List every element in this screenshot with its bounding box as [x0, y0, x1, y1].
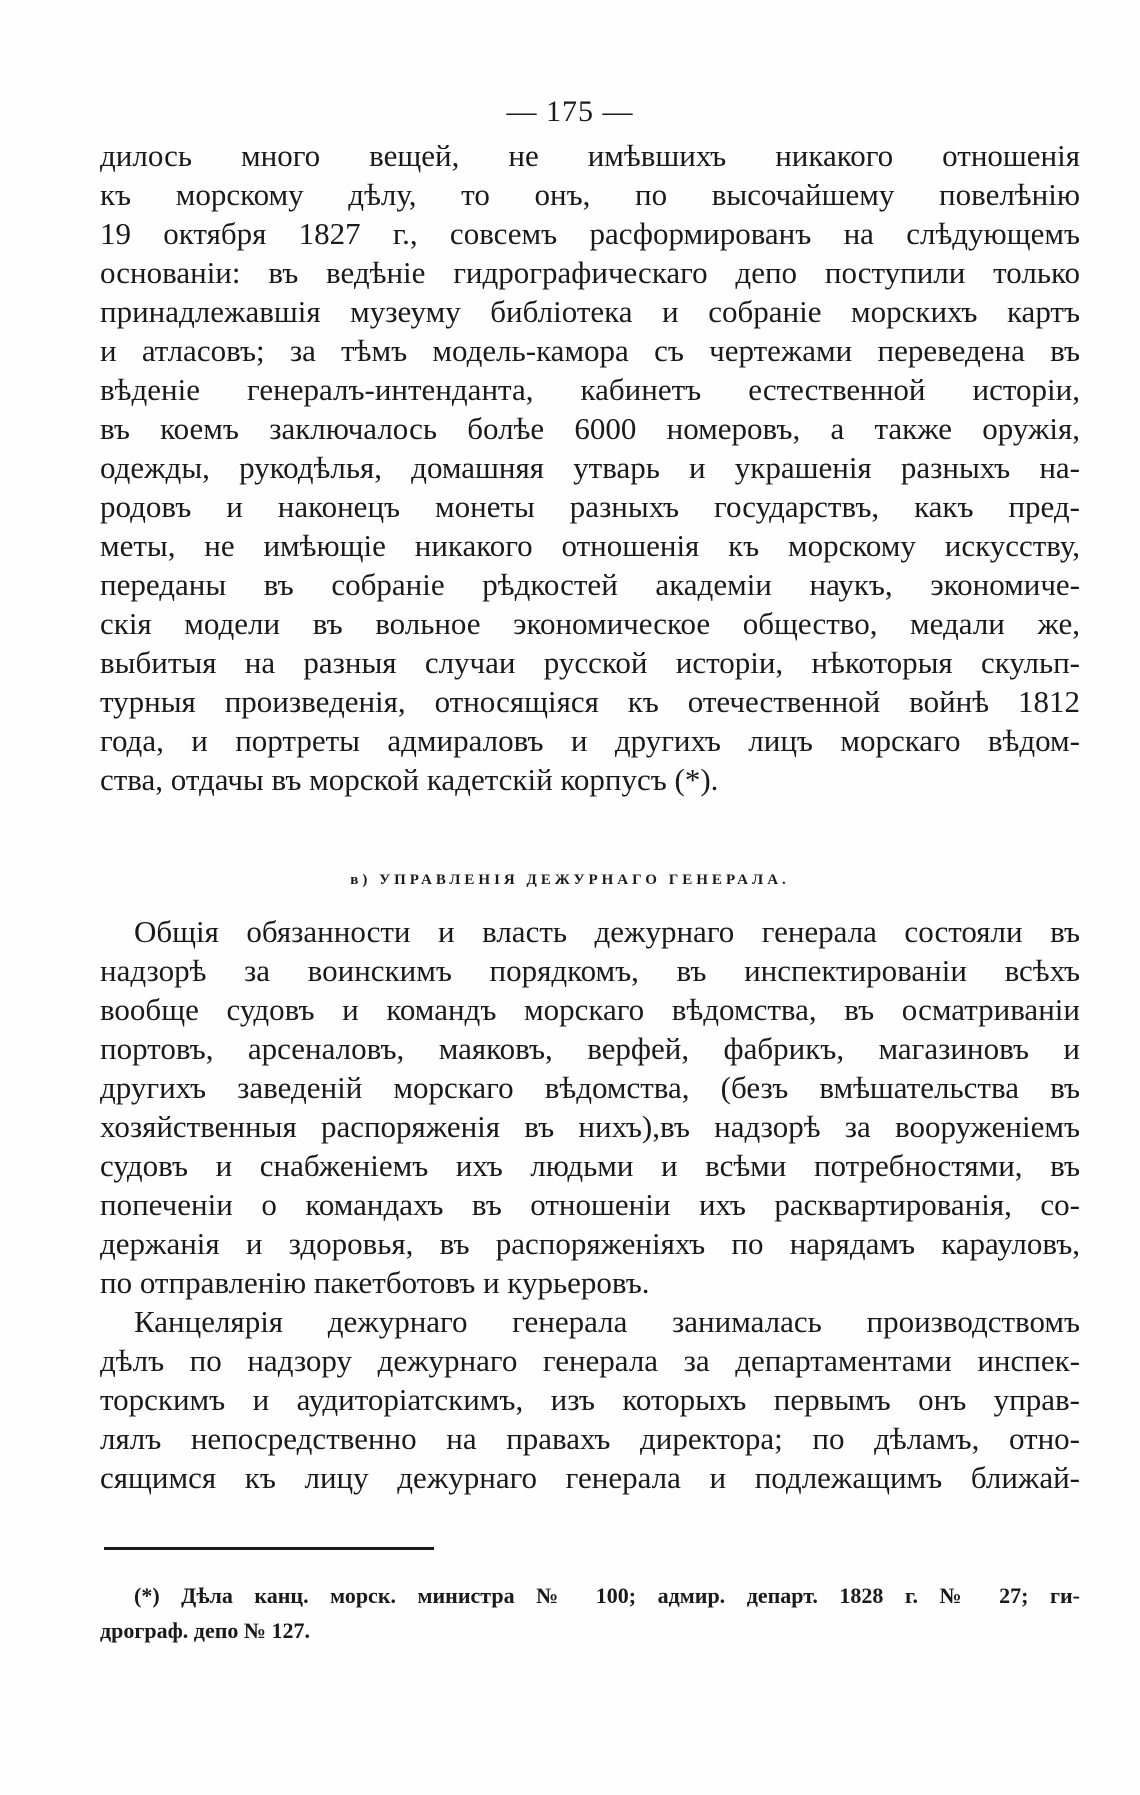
paragraph-duties: [100, 912, 1080, 1302]
text-line: переданы въ собраніе рѣдкостей академіи наукъ, экономиче-: [100, 567, 1080, 602]
text-line: ства, отдачы въ морской кадетскій корпусъ (*).: [100, 762, 719, 797]
text-line: сящимся къ лицу дежурнаго генерала и подлежащимъ ближай-: [100, 1460, 1080, 1495]
text-line: держанія и здоровья, въ распоряженіяхъ по нарядамъ карауловъ,: [100, 1226, 1080, 1261]
text-line: меты, не имѣющіе никакого отношенія къ морскому искусству,: [100, 528, 1080, 563]
text-line: Канцелярія дежурнаго генерала занималась производствомъ: [134, 1304, 1080, 1339]
paragraph-chancellery: [100, 1302, 1080, 1497]
text-line: дилось много вещей, не имѣвшихъ никакого отношенія: [100, 138, 1080, 173]
text-line: лялъ непосредственно на правахъ директора; по дѣламъ, отно-: [100, 1421, 1080, 1456]
footnote-line: (*) Дѣла канц. морск. министра № 100; адмир. департ. 1828 г. № 27; ги-: [134, 1583, 1080, 1608]
text-line: родовъ и наконецъ монеты разныхъ государствъ, какъ пред-: [100, 489, 1080, 524]
text-line: надзорѣ за воинскимъ порядкомъ, въ инспектированіи всѣхъ: [100, 953, 1080, 988]
text-line: судовъ и снабженіемъ ихъ людьми и всѣми потребностями, въ: [100, 1148, 1080, 1183]
footnote: [100, 1578, 1080, 1648]
text-line: вообще судовъ и командъ морскаго вѣдомства, въ осматриваніи: [100, 992, 1080, 1027]
text-line: скія модели въ вольное экономическое общество, медали же,: [100, 606, 1080, 641]
text-line: торскимъ и аудиторіатскимъ, изъ которыхъ первымъ онъ управ-: [100, 1382, 1080, 1417]
text-line: другихъ заведеній морскаго вѣдомства, (безъ вмѣшательства въ: [100, 1070, 1080, 1105]
text-line: дѣлъ по надзору дежурнаго генерала за департаментами инспек-: [100, 1343, 1080, 1378]
text-line: одежды, рукодѣлья, домашняя утварь и украшенія разныхъ на-: [100, 450, 1080, 485]
text-line: хозяйственныя распоряженія въ нихъ),въ надзорѣ за вооруженіемъ: [100, 1109, 1080, 1144]
footnote-divider: [104, 1547, 434, 1550]
text-line: портовъ, арсеналовъ, маяковъ, верфей, фабрикъ, магазиновъ и: [100, 1031, 1080, 1066]
text-line: вѣденіе генералъ-интенданта, кабинетъ естественной исторіи,: [100, 372, 1080, 407]
text-line: въ коемъ заключалось болѣе 6000 номеровъ, а также оружія,: [100, 411, 1080, 446]
text-line: и атласовъ; за тѣмъ модель-камора съ чертежами переведена въ: [100, 333, 1080, 368]
text-line: Общія обязанности и власть дежурнаго генерала состояли въ: [134, 914, 1080, 949]
paragraph-museum-disbandment: [100, 136, 1080, 799]
text-line: къ морскому дѣлу, то онъ, по высочайшему повелѣнію: [100, 177, 1080, 212]
text-line: года, и портреты адмираловъ и другихъ лицъ морскаго вѣдом-: [100, 723, 1080, 758]
text-line: основаніи: въ ведѣніе гидрографическаго депо поступили только: [100, 255, 1080, 290]
footnote-line: дрограф. депо № 127.: [100, 1618, 310, 1643]
text-line: 19 октября 1827 г., совсемъ расформированъ на слѣдующемъ: [100, 216, 1080, 251]
text-line: выбитыя на разныя случаи русской исторіи, нѣкоторыя скульп-: [100, 645, 1080, 680]
page-number: — 175 —: [506, 95, 634, 128]
text-line: попеченіи о командахъ въ отношеніи ихъ расквартированія, со-: [100, 1187, 1080, 1222]
text-line: турныя произведенія, относящіяся къ отечественной войнѣ 1812: [100, 684, 1080, 719]
text-line: принадлежавшія музеуму библіотека и собраніе морскихъ картъ: [100, 294, 1080, 329]
text-line: по отправленію пакетботовъ и курьеровъ.: [100, 1265, 650, 1300]
section-heading: в) УПРАВЛЕНІЯ ДЕЖУРНАГО ГЕНЕРАЛА.: [350, 872, 790, 888]
